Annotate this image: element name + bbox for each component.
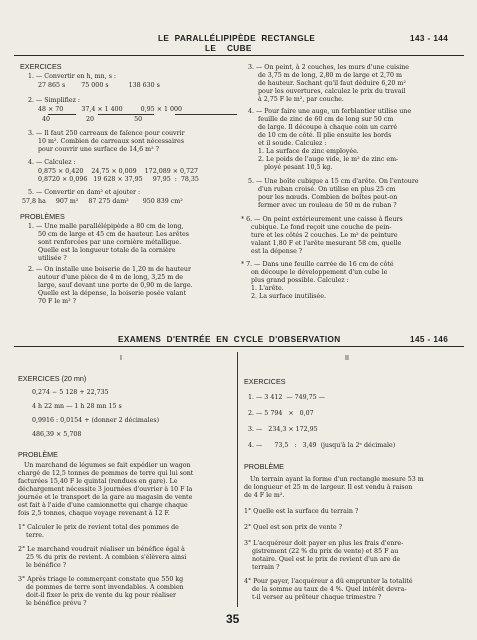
exam-intro-line: déchargement nécessite 3 journées d'ouvrier à 10 F la bbox=[18, 486, 193, 493]
problem-4-line: de large. Il découpe à chaque coin un carré bbox=[248, 124, 398, 131]
fraction-bar bbox=[98, 114, 154, 115]
exam-question-2: 2° Le marchand voudrait réaliser un bénéfice égal à bbox=[18, 546, 185, 553]
problem-1-line: 1. — Une malle parallélépipède a 80 cm de long, bbox=[28, 223, 184, 230]
problem-5-line: pour les nœuds. Combien de boîtes peut-on bbox=[248, 194, 398, 201]
problem-2-line: autour d'une pièce de 4 m de long, 3,25 m de bbox=[28, 274, 183, 281]
problem-4-line: 4. — Pour faire une auge, un ferblantier utilise une bbox=[248, 108, 412, 115]
exam-question-2: le bénéfice ? bbox=[18, 562, 67, 569]
exam-question-3: le bénéfice prévu ? bbox=[18, 600, 87, 607]
exam-ii-question-3: gistrement (22 % du prix de vente) et 85 F au bbox=[244, 548, 399, 555]
exam-ii-exercise-line: 4. — 73,5 : 3,49 (jusqu'à la 2ᵉ décimale) bbox=[248, 442, 396, 449]
problem-2-line: 70 F le m² ? bbox=[28, 298, 77, 305]
problem-3-line: 3. — On peint, à 2 couches, les murs d'une cuisine bbox=[248, 64, 410, 71]
exam-exercices-heading: EXERCICES (20 mn) bbox=[18, 374, 87, 383]
exercise-5: 5. — Convertir en dam² et ajouter : bbox=[28, 189, 141, 196]
problemes-heading: PROBLÈMES bbox=[20, 212, 65, 221]
exam-intro-line: facturées 15,40 F le quintal (rendues en gare). Le bbox=[18, 478, 178, 485]
exam-ii-question-4: de la somme au taux de 4 %. Quel intérêt devra- bbox=[244, 586, 407, 593]
exam-probleme-heading: PROBLÈME bbox=[18, 450, 58, 459]
problem-1-line: 50 cm de large et 45 cm de hauteur. Les arêtes bbox=[28, 231, 189, 238]
exam-ii-question-1: 1° Quelle est la surface du terrain ? bbox=[244, 508, 359, 515]
problem-7-line: plus grand possible. Calculez : bbox=[241, 277, 349, 284]
exam-intro-line: chargé de 12,5 tonnes de pommes de terre qui lui sont bbox=[18, 470, 194, 477]
exam-exercise-line: 0,9916 : 0,0154 + (donner 2 décimales) bbox=[32, 417, 160, 424]
exam-ii-intro-line: de longueur et 25 m de largeur. Il est vendu à raison bbox=[244, 484, 413, 491]
problem-6-line: valant 1,80 F et l'arête mesurant 58 cm, quelle bbox=[241, 240, 402, 247]
exam-question-2: 25 % du prix de revient. A combien s'élèvera ainsi bbox=[18, 554, 187, 561]
section-page-numbers: 143 - 144 bbox=[410, 34, 449, 43]
exam-ii-probleme-heading: PROBLÈME bbox=[244, 462, 284, 471]
exam-ii-question-4: 4° Pour payer, l'acquéreur a dû emprunter la totalité bbox=[244, 578, 413, 585]
problem-1-line: Quelle est la longueur totale de la cornière bbox=[28, 247, 176, 254]
exam-intro-line: fois 2,5 tonnes, chaque voyage revenant à 12 F. bbox=[18, 510, 170, 517]
exercise-1-values: 27 865 s 75 000 s 138 630 s bbox=[28, 82, 160, 89]
exam-ii-question-3: notaire. Quel est le prix de revient d'un are de bbox=[244, 556, 401, 563]
exercise-4: 4. — Calculez : bbox=[28, 159, 76, 166]
exam-ii-exercise-line: 1. — 3 412 — 749,75 — bbox=[248, 394, 325, 401]
problem-7-line: 2. La surface inutilisée. bbox=[241, 293, 326, 300]
exam-question-3: 3° Après triage le commerçant constate que 550 kg bbox=[18, 576, 184, 583]
exam-ii-question-3: terrain ? bbox=[244, 564, 280, 571]
exercise-2: 2. — Simplifiez : bbox=[28, 97, 81, 104]
exam-question-1: 1° Calculer le prix de revient total des pommes de bbox=[18, 524, 179, 531]
exam-rule bbox=[14, 346, 464, 347]
column-label-ii: II bbox=[345, 355, 349, 362]
exam-question-3: doit-il fixer le prix de vente du kg pour réaliser bbox=[18, 592, 177, 599]
section-title-line2: LE CUBE bbox=[205, 44, 252, 53]
problem-5-line: fermer avec un rouleau de 50 m de ruban ? bbox=[248, 202, 397, 209]
problem-4-line: ployé pesant 10,5 kg. bbox=[248, 164, 333, 171]
exercise-3-line: 10 m². Combien de carreaux sont nécessaires bbox=[28, 138, 184, 145]
problem-6-line: est la dépense ? bbox=[241, 248, 303, 255]
column-divider bbox=[237, 352, 238, 607]
problem-7-line: on découpe le développement d'un cube le bbox=[241, 269, 388, 276]
exercise-3-line: 3. — Il faut 250 carreaux de faïence pour couvrir bbox=[28, 130, 185, 137]
problem-2-line: large, sauf devant une porte de 0,90 m de large. bbox=[28, 282, 193, 289]
problem-3-line: à 2,75 F le m², par couche. bbox=[248, 96, 344, 103]
problem-2-line: Quelle est la dépense, la boiserie posée valant bbox=[28, 290, 186, 297]
exam-question-1: terre. bbox=[18, 532, 45, 539]
problem-7-line: * 7. — Dans une feuille carrée de 16 cm de côté bbox=[241, 261, 394, 268]
section-title-line1: LE PARALLÉLIPIPÈDE RECTANGLE bbox=[158, 34, 316, 43]
problem-5-line: 5. — Une boîte cubique a 15 cm d'arête. On l'entoure bbox=[248, 178, 419, 185]
problem-1-line: utilisée ? bbox=[28, 255, 67, 262]
exam-title: EXAMENS D'ENTRÉE EN CYCLE D'OBSERVATION bbox=[118, 335, 341, 344]
exercise-1: 1. — Convertir en h, mn, s : bbox=[28, 73, 117, 80]
problem-4-line: feuille de zinc de 60 cm de long sur 50 cm bbox=[248, 116, 394, 123]
problem-4-line: 2. Le poids de l'auge vide, le m² de zinc em- bbox=[248, 156, 399, 163]
exam-intro-line: journée et le transport de la gare au magasin de vente bbox=[18, 494, 193, 501]
exam-ii-exercise-line: 2. — 5 794 × 0,07 bbox=[248, 410, 314, 417]
column-label-i: I bbox=[120, 355, 122, 362]
problem-4-line: 1. La surface de zinc employée. bbox=[248, 148, 359, 155]
problem-4-line: et il soude. Calculez : bbox=[248, 140, 327, 147]
page-number: 35 bbox=[226, 612, 240, 626]
problem-4-line: de 10 cm de côté. Il plie ensuite les bords bbox=[248, 132, 392, 139]
exam-intro-line: Un marchand de légumes se fait expédier un wagon bbox=[18, 462, 191, 469]
problem-3-line: de 3,75 m de long, 2,80 m de large et 2,70 m bbox=[248, 72, 402, 79]
exam-page-numbers: 145 - 146 bbox=[410, 335, 449, 344]
problem-6-line: * 6. — On peint extérieurement une caisse à fleurs bbox=[241, 216, 403, 223]
exercise-4-values: 0,875 × 0,420 24,75 × 0,009 172,089 × 0,727 bbox=[38, 168, 199, 175]
exam-ii-exercices-heading: EXERCICES bbox=[244, 377, 286, 386]
exam-ii-exercise-line: 3. — 234,3 × 172,95 bbox=[248, 426, 318, 433]
problem-7-line: 1. L'arête. bbox=[241, 285, 284, 292]
exam-exercise-line: 4 h 22 mn — 1 h 28 mn 15 s bbox=[32, 403, 122, 410]
problem-6-line: ture et les côtés 2 couches. Le m² de peinture bbox=[241, 232, 398, 239]
problem-2-line: 2. — On installe une boiserie de 1,20 m de hauteur bbox=[28, 266, 191, 273]
fraction-bar bbox=[48, 114, 76, 115]
exam-exercise-line: 486,39 × 5,708 bbox=[32, 431, 82, 438]
exam-ii-question-2: 2° Quel est son prix de vente ? bbox=[244, 524, 343, 531]
exam-ii-question-3: 3° L'acquéreur doit payer en plus les frais d'enre- bbox=[244, 540, 404, 547]
fraction-bar bbox=[175, 114, 237, 115]
section-rule bbox=[14, 55, 464, 56]
exam-ii-intro-line: Un terrain ayant la forme d'un rectangle mesure 53 m bbox=[244, 476, 424, 483]
problem-5-line: d'un ruban croisé. On utilise en plus 25 cm bbox=[248, 186, 396, 193]
exam-question-3: de pommes de terre sont invendables. A combien bbox=[18, 584, 184, 591]
problem-6-line: cubique. Le fond reçoit une couche de pein- bbox=[241, 224, 392, 231]
problem-3-line: pour les ouvertures, calculez le prix du travail bbox=[248, 88, 406, 95]
exercise-3-line: pour couvrir une surface de 14,6 m² ? bbox=[28, 146, 159, 153]
exercise-4-values: 0,8720 × 0,096 19 628 × 37,95 97,95 : 78,35 bbox=[38, 176, 199, 183]
exercices-heading: EXERCICES bbox=[20, 62, 62, 71]
exam-ii-question-4: t-il verser au prêteur chaque trimestre ? bbox=[244, 594, 382, 601]
exercise-5-values: 57,8 ha 907 m² 87 275 dam² 950 839 cm² bbox=[12, 198, 183, 205]
problem-3-line: de hauteur. Sachant qu'il faut déduire 6,20 m² bbox=[248, 80, 406, 87]
exam-ii-intro-line: de 4 F le m². bbox=[244, 492, 285, 499]
exam-exercise-line: 0,274 − 5 128 + 22,735 bbox=[32, 389, 109, 396]
exercise-2-numerators: 48 × 70 37,4 × 1 400 0,95 × 1 000 bbox=[28, 106, 182, 113]
exam-intro-line: est fait à l'aide d'une camionnette qui charge chaque bbox=[18, 502, 188, 509]
exercise-2-denominators: 40 20 50 bbox=[28, 116, 143, 123]
problem-1-line: sont renforcées par une cornière métallique. bbox=[28, 239, 182, 246]
